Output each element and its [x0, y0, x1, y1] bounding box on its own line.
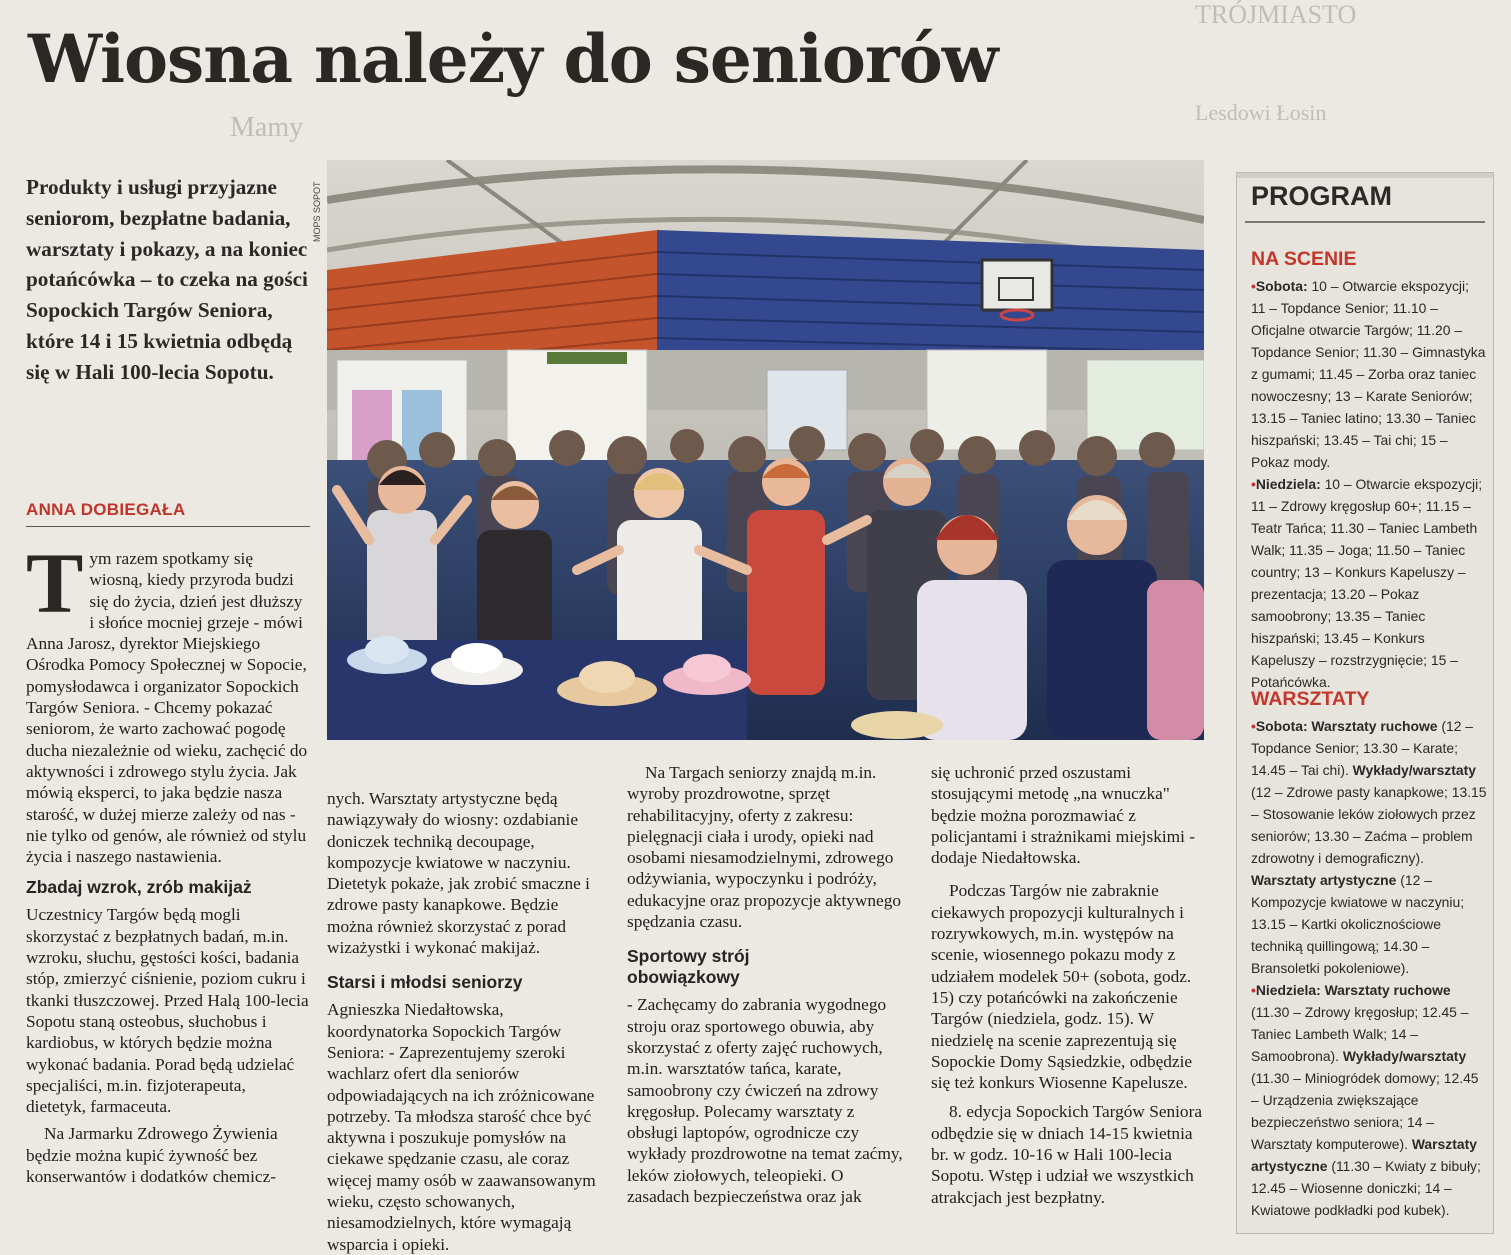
- col2-paragraph-2: Agnieszka Niedałtowska, koordynatorka Sopockich Targów Seniora: - Zaprezentujemy szeroki wachlarz ofert dla seniorów odpowiadających na ich zróżnicowane potrzeby. Ta młodsza starość chce być aktywna i poszukuje pomysłów na ciekawe spędzanie czasu, ale coraz więcej mamy osób w zaawansowanym wieku, często schowanych, niesamodzielnych, które wymagają wsparcia i opieki.: [327, 1000, 596, 1254]
- workshop-sunday-text-1: (11.30 – Zdrowy kręgosłup; 12.45 – Taniec Lambeth Walk; 14 – Samoobrona).: [1251, 1004, 1469, 1064]
- workshop-heading: WARSZTATY: [1251, 688, 1370, 710]
- col2-paragraph-1: nych. Warsztaty artystyczne będą nawiązywały do wiosny: ozdabianie doniczek techniką decoupage, kompozycje kwiatowe w naczyniu. Dietetyk pokaże, jak zrobić smaczne i zdrowe pasty kanapkowe. Będzie można również skorzystać z porad wizażystki i wykonać makijaż.: [327, 789, 590, 958]
- col1-paragraph-3: Na Jarmarku Zdrowego Żywienia będzie można kupić żywność bez konserwantów i dodatków chemicz-: [26, 1124, 278, 1187]
- stage-program: [1251, 247, 1487, 693]
- col3-paragraph-1: Na Targach seniorzy znajdą m.in. wyroby prozdrowotne, sprzęt rehabilitacyjny, oferty z zakresu: pielęgnacji ciała i urody, opieki nad osobami niesamodzielnymi, zdrowego odżywiania, wypoczynku i podróży, edukacyjne oraz propozycje aktywnego spędzania czasu.: [627, 763, 901, 932]
- sidebar-rule: [1245, 221, 1485, 223]
- col4-paragraph-3: 8. edycja Sopockich Targów Seniora odbędzie się w dniach 14-15 kwietnia br. w godz. 10-16 w Hali 100-lecia Sopotu. Wstęp i udział we wszystkich atrakcjach jest bezpłatny.: [931, 1102, 1202, 1207]
- col4-paragraph-1: się uchronić przed oszustami stosującymi metodę „na wnuczka" będzie można porozmawiać z policjantami i strażnikami miejskimi - dodaje Niedałtowska.: [931, 763, 1195, 868]
- sidebar-title: PROGRAM: [1251, 181, 1392, 211]
- article-column-3: [627, 762, 905, 1207]
- workshop-program: [1251, 687, 1487, 1221]
- workshop-sunday-label: Niedziela: Warsztaty ruchowe: [1255, 982, 1451, 998]
- col1-intro: ym razem spotkamy się wiosną, kiedy przyroda budzi się do życia, dzień jest dłuższy i słońce mocniej grzeje - mówi Anna Jarosz, dyrektor Miejskiego Ośrodka Pomocy Społecznej w Sopocie, pomysłodawca i organizator Sopockich Targów Seniora. - Chcemy pokazać seniorom, że warto zachować pogodę ducha niezależnie od wieku, zachęcić do aktywności i zdrowego stylu życia. Jak mówią eksperci, to jaka będzie nasza starość, w dużej mierze zależy od nas - nie tylko od genów, ale również od stylu życia i naszego nastawienia.: [26, 549, 308, 867]
- article-column-2: [327, 788, 605, 1255]
- bleed-through-text: Mamy: [230, 112, 304, 143]
- lead-paragraph: Produkty i usługi przyjazne seniorom, bezpłatne badania, warsztaty i pokazy, a na koniec potańcówka – to czeka na gości Sopockich Targów Seniora, które 14 i 15 kwietnia odbędą się w Hali 100-lecia Sopotu.: [26, 175, 308, 384]
- workshop-sunday-text-3: (11.30 – Kwiaty z bibuły; 12.45 – Wiosenne doniczki; 14 – Kwiatowe podkładki pod kubek).: [1251, 1158, 1481, 1218]
- workshop-sunday-text-2: (11.30 – Miniogródek domowy; 12.45 – Urządzenia zwiększające bezpieczeństwo seniora; 14 – Warsztaty komputerowe).: [1251, 1070, 1479, 1152]
- headline: Wiosna należy do seniorów: [28, 20, 998, 98]
- sidebar-top-bar: [1237, 173, 1493, 178]
- article-column-4: [931, 762, 1211, 1208]
- workshop-sunday-label-3: Warsztaty artystyczne: [1251, 1136, 1477, 1174]
- bullet-icon: •: [1251, 476, 1256, 492]
- dropcap-letter: T: [26, 535, 84, 631]
- stage-sunday-label: Niedziela:: [1255, 476, 1321, 492]
- workshop-saturday-label-3: Warsztaty artystyczne: [1251, 872, 1397, 888]
- author-byline: ANNA DOBIEGAŁA: [26, 500, 310, 527]
- bullet-icon: •: [1251, 278, 1256, 294]
- photo-seniors-dancing: [327, 160, 1204, 740]
- program-sidebar: [1236, 172, 1494, 1234]
- workshop-saturday-text-2: (12 – Zdrowe pasty kanapkowe; 13.15 – Stosowanie leków ziołowych przez seniorów; 13.30 – Zaćma – problem zdrowotny i demograficzny).: [1251, 784, 1487, 866]
- bleed-through-text: TRÓJMIASTO: [1195, 0, 1357, 29]
- article-column-1: [26, 535, 310, 1187]
- stage-saturday-label: Sobota:: [1255, 278, 1308, 294]
- bleed-through-text: Lesdowi Łosin: [1195, 100, 1327, 125]
- stage-sunday-text: 10 – Otwarcie ekspozycji; 11 – Zdrowy kręgosłup 60+; 11.15 – Teatr Tańca; 11.30 – Taniec Lambeth Walk; 11.35 – Joga; 11.50 – Taniec country; 13 – Konkurs Kapeluszy – prezentacja; 13.20 – Pokaz samoobrony; 13.35 – Taniec hiszpański; 13.45 – Konkurs Kapeluszy – rozstrzygnięcie; 15 – Potańcówka.: [1251, 476, 1483, 690]
- photo-credit: MOPS SOPOT: [312, 181, 322, 242]
- col1-paragraph-2: Uczestnicy Targów będą mogli skorzystać z bezpłatnych badań, m.in. wzroku, słuchu, gęstości kości, badania stóp, zmierzyć ciśnienie, poziom cukru i tkanki tłuszczowej. Przed Halą 100-lecia Sopotu staną osteobus, słuchobus i kardiobus, w których będzie można wykonać badania. Porad będą udzielać specjaliści, m.in. fizjoterapeuta, dietetyk, farmaceuta.: [26, 905, 309, 1117]
- col3-paragraph-2: - Zachęcamy do zabrania wygodnego stroju oraz sportowego obuwia, aby skorzystać z oferty zajęć ruchowych, m.in. warsztatów tańca, karate, samoobrony czy ćwiczeń na zdrowy kręgosłup. Polecamy warsztaty z obsługi laptopów, ogrodnicze czy wykłady prozdrowotne na temat zaćmy, leków ziołowych, teleopieki. O zasadach bezpieczeństwa oraz jak: [627, 995, 903, 1207]
- col4-paragraph-2: Podczas Targów nie zabraknie ciekawych propozycji kulturalnych i rozrywkowych, m.in. występów na scenie, wiosennego pokazu mody z udziałem modelek 50+ (sobota, godz. 15) czy potańcówki na zakończenie Targów (niedziela, godz. 15). W niedzielę na scenie zaprezentują się Sopockie Domy Sąsiedzkie, odbędzie się też konkurs Wiosenne Kapelusze.: [931, 881, 1193, 1093]
- subhead-starsi-i-mlodsi: Starsi i młodsi seniorzy: [327, 972, 523, 993]
- bullet-icon: •: [1251, 718, 1256, 734]
- workshop-saturday-text-3: (12 – Kompozycje kwiatowe w naczyniu; 13.15 – Kartki okolicznościowe techniką quillingową; 14.30 – Bransoletki pokoleniowe).: [1251, 872, 1465, 976]
- workshop-saturday-label: Sobota: Warsztaty ruchowe: [1255, 718, 1438, 734]
- photo-illustration: [327, 160, 1204, 740]
- workshop-saturday-text-1: (12 – Topdance Senior; 13.30 – Karate; 14.45 – Tai chi).: [1251, 718, 1474, 778]
- stage-heading: NA SCENIE: [1251, 248, 1357, 270]
- subhead-zbadaj-wzrok: Zbadaj wzrok, zrób makijaż: [26, 877, 252, 898]
- stage-saturday-text: 10 – Otwarcie ekspozycji; 11 – Topdance Senior; 11.10 – Oficjalne otwarcie Targów; 11.20 – Topdance Senior; 11.30 – Gimnastyka z gumami; 11.45 – Zorba oraz taniec nowoczesny; 13 – Karate Seniorów; 13.15 – Taniec latino; 13.30 – Taniec hiszpański; 13.45 – Tai chi; 15 – Pokaz mody.: [1251, 278, 1486, 470]
- bullet-icon: •: [1251, 982, 1256, 998]
- workshop-saturday-label-2: Wykłady/warsztaty: [1352, 762, 1476, 778]
- workshop-sunday-label-2: Wykłady/warsztaty: [1342, 1048, 1467, 1064]
- subhead-sportowy-stroj: Sportowy strój obowiązkowy: [627, 946, 750, 988]
